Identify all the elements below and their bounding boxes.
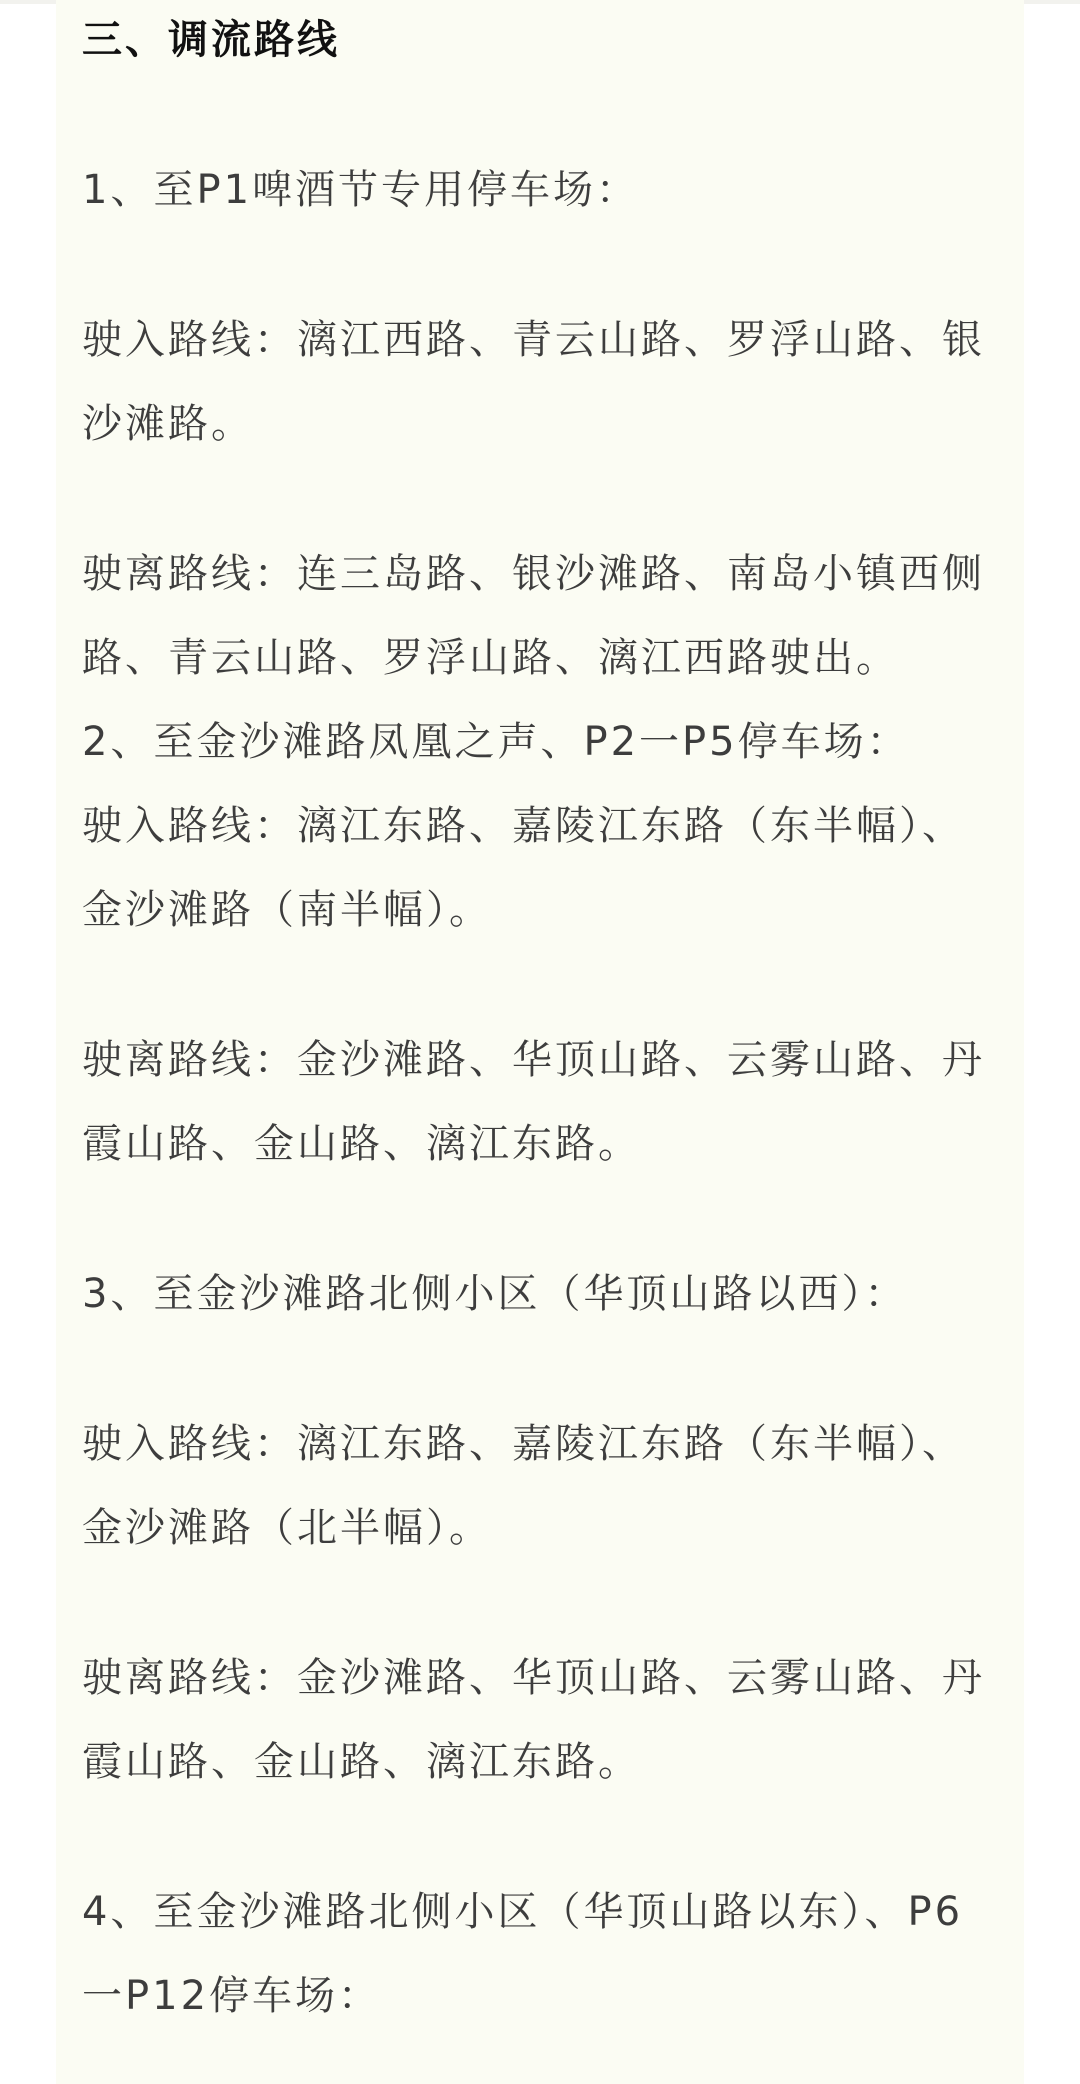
paragraph-line: 沙滩路。 — [82, 401, 254, 447]
paragraph-line: 1、至P1啤酒节专用停车场： — [82, 167, 640, 213]
paragraph-line: 霞山路、金山路、漓江东路。 — [82, 1739, 641, 1785]
paragraph-line: 霞山路、金山路、漓江东路。 — [82, 1121, 641, 1167]
paragraph-line: 驶离路线：金沙滩路、华顶山路、云雾山路、丹 — [82, 1037, 985, 1083]
paragraph-line: 金沙滩路（北半幅）。 — [82, 1505, 492, 1551]
paragraph-line: 驶入路线：漓江西路、青云山路、罗浮山路、银 — [82, 317, 985, 363]
paragraph-line: 驶入路线：漓江东路、嘉陵江东路（东半幅）、 — [82, 803, 965, 849]
paragraph-line: 驶离路线：连三岛路、银沙滩路、南岛小镇西侧 — [82, 551, 985, 597]
paragraph-line: 3、至金沙滩路北侧小区（华顶山路以西）： — [82, 1271, 908, 1317]
paragraph-line: 一P12停车场： — [82, 1973, 382, 2019]
section-heading: 三、调流路线 — [82, 17, 340, 63]
paragraph-line: 金沙滩路（南半幅）。 — [82, 887, 492, 933]
paragraph-line: 4、至金沙滩路北侧小区（华顶山路以东）、P6 — [82, 1889, 964, 1935]
paragraph-line: 驶离路线：金沙滩路、华顶山路、云雾山路、丹 — [82, 1655, 985, 1701]
paragraph-line: 驶入路线：漓江东路、嘉陵江东路（东半幅）、 — [82, 1421, 965, 1467]
paragraph-line: 2、至金沙滩路凤凰之声、P2一P5停车场： — [82, 719, 910, 765]
paragraph-line: 路、青云山路、罗浮山路、漓江西路驶出。 — [82, 635, 899, 681]
